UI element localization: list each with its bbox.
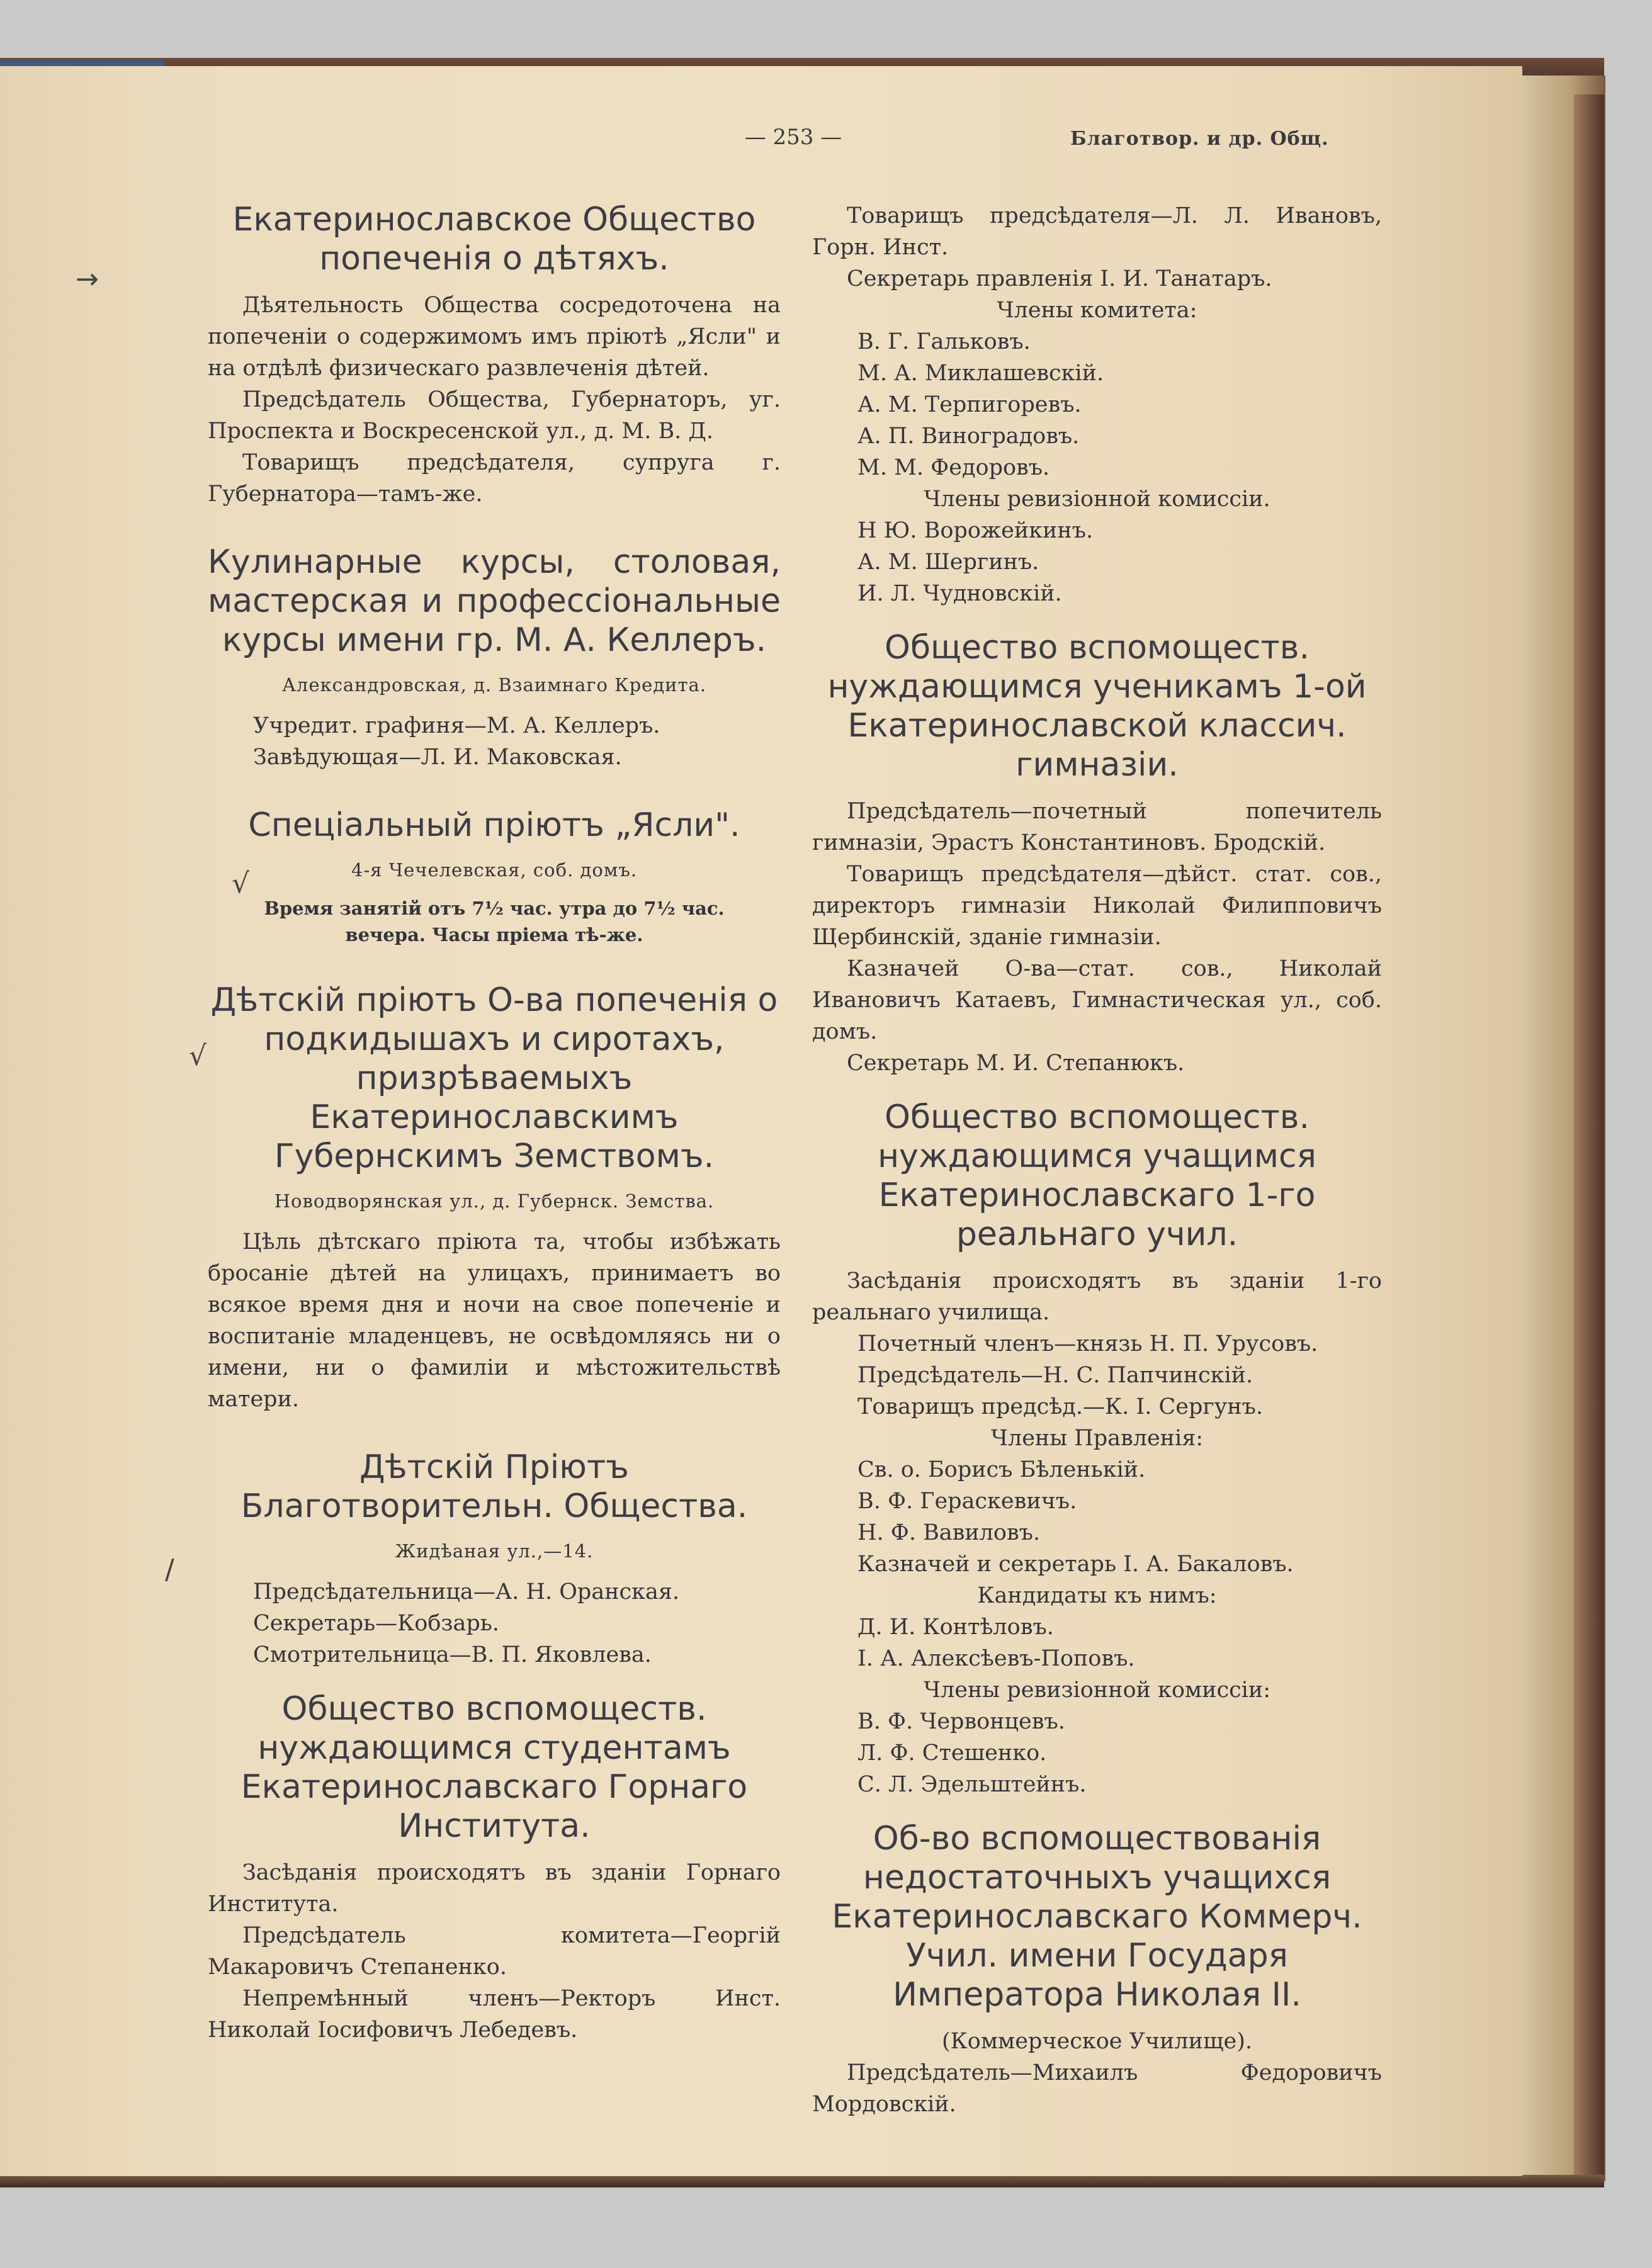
right-column xyxy=(812,200,1382,2120)
list-item: Казначей и секретарь І. А. Бакаловъ. xyxy=(857,1552,1294,1577)
subheading: (Коммерческое Училище). xyxy=(942,2029,1252,2054)
list-item: Товарищъ предсѣд.—К. І. Сергунъ. xyxy=(857,1394,1263,1419)
list-item: Н Ю. Ворожейкинъ. xyxy=(857,518,1094,543)
paragraph: Дѣятельность Общества сосредоточена на попеченіи о содержимомъ имъ пріютѣ „Ясли" и на отдѣлѣ физическаго развлеченія дѣтей. xyxy=(208,293,781,381)
list-item: А. П. Виноградовъ. xyxy=(857,424,1080,449)
paragraph: Секретарь М. И. Степанюкъ. xyxy=(847,1051,1185,1076)
list-item: Предсѣдательница—А. Н. Оранская. xyxy=(253,1579,680,1605)
section-title: Общество вспомоществ. нуждающимся учащимся Екатеринославскаго 1-го реальнаго учил. xyxy=(878,1098,1316,1253)
page-number: — 253 — xyxy=(744,125,842,150)
list-item: И. Л. Чудновскій. xyxy=(857,581,1062,606)
section-commercial-school-society xyxy=(812,1819,1382,2120)
list-item: Л. Ф. Стешенко. xyxy=(857,1740,1047,1766)
list-item: В. Ф. Червонцевъ. xyxy=(857,1709,1065,1734)
margin-arrow-mark: → xyxy=(76,263,99,295)
paragraph: Секретарь правленія І. И. Танатаръ. xyxy=(847,266,1272,291)
list-item: Св. о. Борисъ Бѣленькій. xyxy=(857,1457,1146,1482)
address: Жидѣаная ул.,—14. xyxy=(395,1540,594,1562)
list-item: М. М. Федоровъ. xyxy=(857,455,1050,480)
subheading: Члены ревизіонной комиссіи. xyxy=(924,487,1270,512)
list-item: М. А. Миклашевскій. xyxy=(857,361,1104,386)
paragraph: Засѣданія происходятъ въ зданіи 1-го реальнаго училища. xyxy=(812,1268,1382,1325)
section-title: Кулинарные курсы, столовая, мастерская и профессіональные курсы имени гр. М. А. Келлеръ. xyxy=(208,543,781,659)
list-item: В. Ф. Гераскевичъ. xyxy=(857,1489,1077,1514)
paragraph: Предсѣдатель комитета—Георгій Макаровичъ Степаненко. xyxy=(208,1923,781,1980)
book-binding-bottom xyxy=(0,2175,1604,2187)
pencil-mark: / xyxy=(165,1554,174,1586)
section-title: Дѣтскій Пріютъ Благотворительн. Общества. xyxy=(240,1448,748,1525)
paragraph: Предсѣдатель Общества, Губернаторъ, уг. Проспекта и Воскресенской ул., д. М. В. Д. xyxy=(208,387,781,444)
list-item: Завѣдующая—Л. И. Маковская. xyxy=(253,745,622,770)
list-item: Д. И. Контѣловъ. xyxy=(857,1615,1054,1640)
address: Новодворянская ул., д. Губернск. Земства. xyxy=(274,1190,715,1212)
opening-hours: Время занятій отъ 7½ час. утра до 7½ час. xyxy=(264,898,725,919)
subheading: Члены Правленія: xyxy=(990,1426,1204,1451)
paragraph: Товарищъ предсѣдателя, супруга г. Губернатора—тамъ-же. xyxy=(208,450,781,507)
list-item: Секретарь—Кобзарь. xyxy=(253,1611,499,1636)
section-title: Об-во вспомоществованія недостаточныхъ учащихся Екатеринославскаго Коммерч. Учил. имени Государя Императора Николая II. xyxy=(832,1820,1362,2014)
list-item: А. М. Терпигоревъ. xyxy=(857,392,1082,417)
list-item: С. Л. Эдельштейнъ. xyxy=(857,1772,1087,1797)
subheading: Кандидаты къ нимъ: xyxy=(977,1583,1217,1608)
list-item: Смотрительница—В. П. Яковлева. xyxy=(253,1642,652,1667)
check-mark: √ xyxy=(232,867,250,900)
section-charity-society-shelter xyxy=(208,1448,781,1671)
list-item: В. Г. Гальковъ. xyxy=(857,329,1031,354)
running-title: Благотвор. и др. Общ. xyxy=(1070,128,1329,150)
section-title: Общество вспомоществ. нуждающимся ученикамъ 1-ой Екатеринославской классич. гимназіи. xyxy=(827,629,1367,784)
list-item: Почетный членъ—князь Н. П. Урусовъ. xyxy=(857,1331,1318,1357)
section-title: Дѣтскій пріютъ О-ва попеченія о подкидышахъ и сиротахъ, призрѣваемыхъ Екатеринославскимъ Губернскимъ Земствомъ. xyxy=(210,981,778,1175)
paragraph: Предсѣдатель—почетный попечитель гимназіи, Эрастъ Константиновъ. Бродскій. xyxy=(812,799,1382,855)
paragraph: Казначей О-ва—стат. сов., Николай Ивановичъ Катаевъ, Гимнастическая ул., соб. домъ. xyxy=(812,956,1382,1044)
address: 4-я Чечелевская, соб. домъ. xyxy=(351,859,638,881)
book-cover-edge xyxy=(1574,94,1604,2178)
list-item: Предсѣдатель—Н. С. Папчинскій. xyxy=(857,1363,1253,1388)
list-item: Учредит. графиня—М. А. Келлеръ. xyxy=(253,713,660,738)
paragraph: Непремѣнный членъ—Ректоръ Инст. Николай Іосифовичъ Лебедевъ. xyxy=(208,1986,781,2043)
section-ekaterinoslav-childrens-society xyxy=(208,200,781,510)
paragraph: Товарищъ предсѣдателя—Л. Л. Ивановъ, Горн. Инст. xyxy=(812,203,1382,260)
paragraph: Предсѣдатель—Михаилъ Федоровичъ Мордовскій. xyxy=(812,2060,1382,2117)
check-mark: √ xyxy=(189,1040,207,1072)
subheading: Члены комитета: xyxy=(997,298,1197,323)
section-special-shelter-yasli xyxy=(208,806,781,948)
section-title: Спеціальный пріютъ „Ясли". xyxy=(248,806,740,844)
section-realschool-pupils-society xyxy=(812,1098,1382,1800)
section-culinary-courses xyxy=(208,543,781,773)
opening-hours: вечера. Часы пріема тѣ-же. xyxy=(345,924,643,945)
list-item: Н. Ф. Вавиловъ. xyxy=(857,1520,1041,1545)
list-item: А. М. Шергинъ. xyxy=(857,550,1039,575)
section-foundlings-shelter xyxy=(208,981,781,1415)
section-mining-institute-students xyxy=(208,1690,781,2046)
paragraph: Товарищъ предсѣдателя—дѣйст. стат. сов., директоръ гимназіи Николай Филипповичъ Щербинскій, зданіе гимназіи. xyxy=(812,862,1382,950)
address: Александровская, д. Взаимнаго Кредита. xyxy=(281,674,707,696)
list-item: І. А. Алексѣевъ-Поповъ. xyxy=(857,1646,1135,1671)
section-title: Екатеринославское Общество попеченія о дѣтяхъ. xyxy=(232,201,756,278)
left-column xyxy=(208,200,781,2046)
paragraph: Засѣданія происходятъ въ зданіи Горнаго Института. xyxy=(208,1860,781,1917)
paragraph: Цѣль дѣтскаго пріюта та, чтобы избѣжать бросаніе дѣтей на улицахъ, принимаетъ во всякое время дня и ночи на свое попеченіе и воспитаніе младенцевъ, не освѣдомляясь ни о имени, ни о фамиліи и мѣстожительствѣ матери. xyxy=(208,1229,781,1412)
section-gymnasium-pupils-society xyxy=(812,628,1382,1079)
subheading: Члены ревизіонной комиссіи: xyxy=(923,1678,1270,1703)
section-mining-institute-continued xyxy=(812,200,1382,609)
section-title: Общество вспомоществ. нуждающимся студентамъ Екатеринославскаго Горнаго Института. xyxy=(240,1690,748,1845)
